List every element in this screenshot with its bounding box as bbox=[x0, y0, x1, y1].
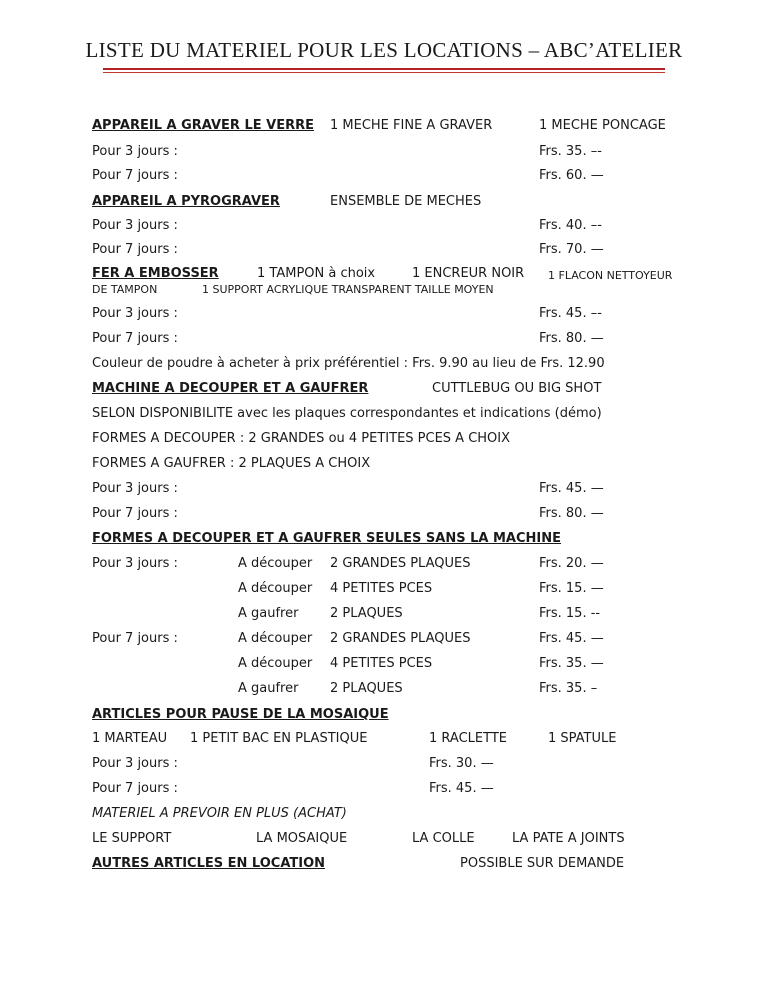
form-price: Frs. 35. — bbox=[539, 656, 604, 671]
section-heading-fer-embosser: FER A EMBOSSER bbox=[92, 266, 219, 281]
price-7-days: Frs. 45. — bbox=[429, 781, 494, 796]
item-petit-bac: 1 PETIT BAC EN PLASTIQUE bbox=[190, 731, 368, 746]
item-encreur: 1 ENCREUR NOIR bbox=[412, 266, 525, 281]
period-3-days: Pour 3 jours : bbox=[92, 756, 178, 771]
item-flacon: 1 FLACON NETTOYEUR bbox=[548, 269, 673, 282]
period-3-days: Pour 3 jours : bbox=[92, 556, 178, 571]
item-spatule: 1 SPATULE bbox=[548, 731, 617, 746]
section-heading-formes-seules: FORMES A DECOUPER ET A GAUFRER SEULES SANS LA MACHINE bbox=[92, 531, 561, 546]
item-tampon: 1 TAMPON à choix bbox=[257, 266, 376, 281]
form-price: Frs. 45. — bbox=[539, 631, 604, 646]
item-support-acrylique: 1 SUPPORT ACRYLIQUE TRANSPARENT TAILLE MOYEN bbox=[202, 283, 494, 296]
form-price: Frs. 15. — bbox=[539, 581, 604, 596]
section-heading-machine: MACHINE A DECOUPER ET A GAUFRER bbox=[92, 381, 369, 396]
form-type: A gaufrer bbox=[238, 606, 299, 621]
extra-support: LE SUPPORT bbox=[92, 831, 172, 846]
title-underline-thin bbox=[103, 72, 665, 73]
item-cuttlebug: CUTTLEBUG OU BIG SHOT bbox=[432, 381, 602, 396]
item-de-tampon: DE TAMPON bbox=[92, 283, 158, 296]
item-marteau: 1 MARTEAU bbox=[92, 731, 168, 746]
title-underline bbox=[103, 68, 665, 70]
price-3-days: Frs. 30. — bbox=[429, 756, 494, 771]
form-qty: 2 PLAQUES bbox=[330, 606, 403, 621]
form-qty: 2 GRANDES PLAQUES bbox=[330, 631, 471, 646]
extra-heading: MATERIEL A PREVOIR EN PLUS (ACHAT) bbox=[92, 806, 347, 821]
extra-pate-joints: LA PATE A JOINTS bbox=[512, 831, 625, 846]
item-raclette: 1 RACLETTE bbox=[429, 731, 507, 746]
form-price: Frs. 35. – bbox=[539, 681, 598, 696]
price-7-days: Frs. 60. — bbox=[539, 168, 604, 183]
section-heading-pyrograver: APPAREIL A PYROGRAVER bbox=[92, 194, 280, 209]
period-3-days: Pour 3 jours : bbox=[92, 481, 178, 496]
period-7-days: Pour 7 jours : bbox=[92, 242, 178, 257]
form-qty: 2 PLAQUES bbox=[330, 681, 403, 696]
form-price: Frs. 20. — bbox=[539, 556, 604, 571]
note-sur-demande: POSSIBLE SUR DEMANDE bbox=[460, 856, 625, 871]
line-formes-decouper: FORMES A DECOUPER : 2 GRANDES ou 4 PETITES PCES A CHOIX bbox=[92, 431, 511, 446]
line-disponibilite: SELON DISPONIBILITE avec les plaques correspondantes et indications (démo) bbox=[92, 406, 602, 421]
period-7-days: Pour 7 jours : bbox=[92, 331, 178, 346]
price-7-days: Frs. 80. — bbox=[539, 506, 604, 521]
period-3-days: Pour 3 jours : bbox=[92, 306, 178, 321]
item-ensemble-meches: ENSEMBLE DE MECHES bbox=[330, 194, 482, 209]
price-7-days: Frs. 70. — bbox=[539, 242, 604, 257]
line-formes-gaufrer: FORMES A GAUFRER : 2 PLAQUES A CHOIX bbox=[92, 456, 371, 471]
period-7-days: Pour 7 jours : bbox=[92, 506, 178, 521]
form-qty: 4 PETITES PCES bbox=[330, 581, 433, 596]
section-heading-autres: AUTRES ARTICLES EN LOCATION bbox=[92, 856, 326, 871]
extra-colle: LA COLLE bbox=[412, 831, 475, 846]
form-type: A découper bbox=[238, 656, 313, 671]
form-type: A gaufrer bbox=[238, 681, 299, 696]
extra-mosaique: LA MOSAIQUE bbox=[256, 831, 348, 846]
price-3-days: Frs. 45. –- bbox=[539, 306, 602, 321]
period-3-days: Pour 3 jours : bbox=[92, 218, 178, 233]
price-7-days: Frs. 80. — bbox=[539, 331, 604, 346]
period-7-days: Pour 7 jours : bbox=[92, 168, 178, 183]
form-qty: 4 PETITES PCES bbox=[330, 656, 433, 671]
item-meche-fine: 1 MECHE FINE A GRAVER bbox=[330, 118, 493, 133]
form-type: A découper bbox=[238, 556, 313, 571]
price-3-days: Frs. 45. — bbox=[539, 481, 604, 496]
period-7-days: Pour 7 jours : bbox=[92, 781, 178, 796]
page-title: LISTE DU MATERIEL POUR LES LOCATIONS – ABC’ATELIER bbox=[85, 38, 683, 62]
item-meche-poncage: 1 MECHE PONCAGE bbox=[539, 118, 666, 133]
section-heading-graver-verre: APPAREIL A GRAVER LE VERRE bbox=[92, 118, 314, 133]
period-7-days: Pour 7 jours : bbox=[92, 631, 178, 646]
form-price: Frs. 15. -- bbox=[539, 606, 601, 621]
form-type: A découper bbox=[238, 631, 313, 646]
section-heading-mosaique: ARTICLES POUR PAUSE DE LA MOSAIQUE bbox=[92, 707, 389, 722]
price-3-days: Frs. 35. –- bbox=[539, 144, 602, 159]
note-poudre: Couleur de poudre à acheter à prix préférentiel : Frs. 9.90 au lieu de Frs. 12.90 bbox=[92, 356, 605, 371]
form-type: A découper bbox=[238, 581, 313, 596]
period-3-days: Pour 3 jours : bbox=[92, 144, 178, 159]
form-qty: 2 GRANDES PLAQUES bbox=[330, 556, 471, 571]
price-3-days: Frs. 40. –- bbox=[539, 218, 602, 233]
